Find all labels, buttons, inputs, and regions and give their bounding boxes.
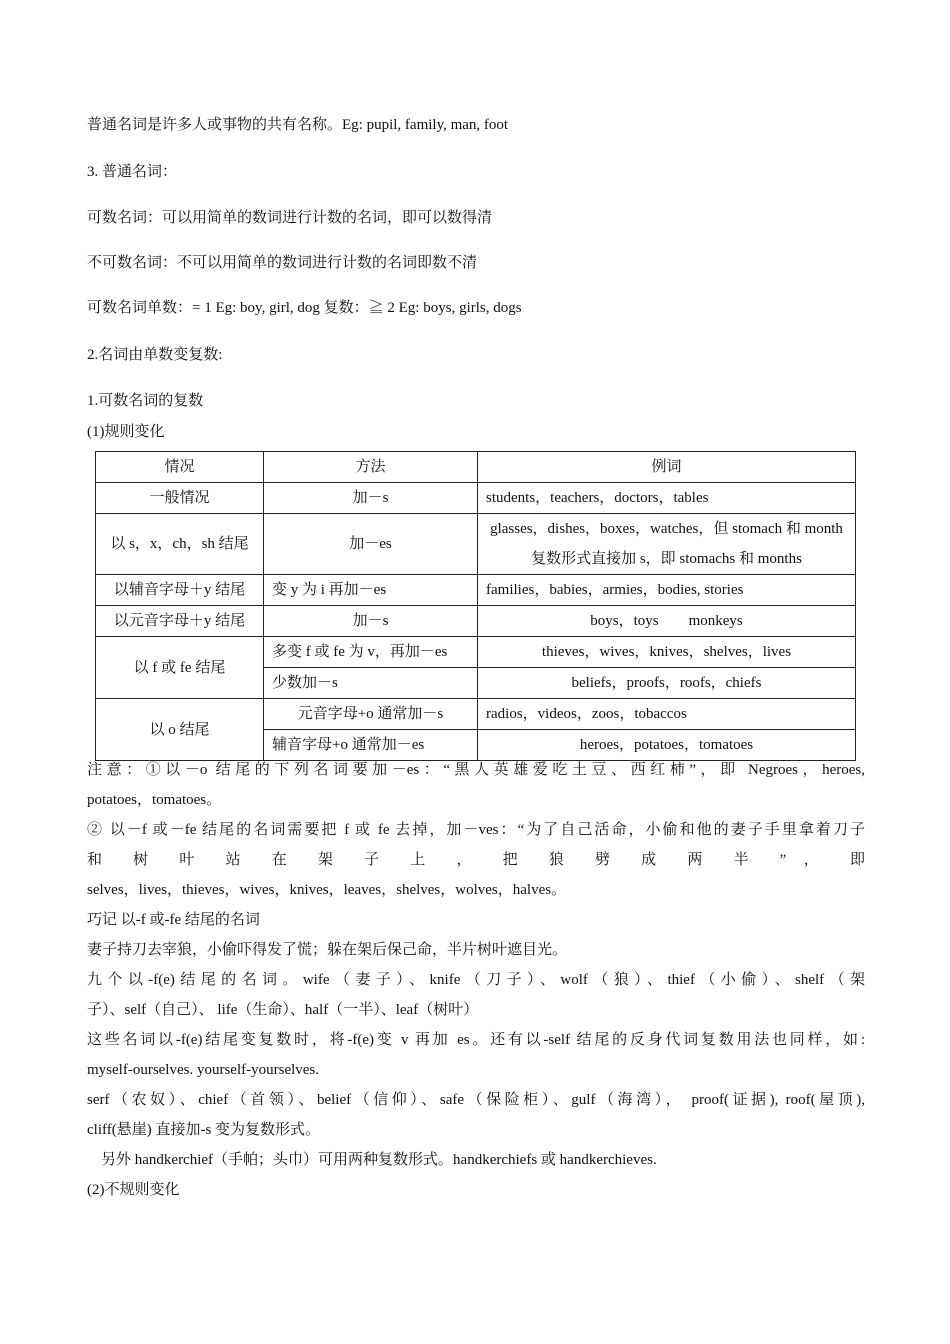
exceptions-line-b: cliff(悬崖) 直接加-s 变为复数形式。 — [87, 1122, 321, 1138]
heading-1: 1.可数名词的复数 — [87, 393, 204, 409]
note2-line-b: 和 树 叶 站 在 架 子 上 ， 把 狼 劈 成 两 半 ” ， 即 — [87, 852, 865, 868]
row-example: boys，toys monkeys — [478, 606, 856, 637]
countable-definition: 可数名词：可以用简单的数词进行计数的名词，即可以数得清 — [87, 210, 493, 226]
row-method: 元音字母+o 通常加－s — [264, 699, 478, 730]
note2-line-c: selves，lives，thieves，wives，knives，leaves，shelves，wolves，halves。 — [87, 882, 567, 898]
row-case: 以元音字母＋y 结尾 — [96, 606, 264, 637]
plural-rules-table — [95, 451, 856, 761]
row-example: thieves，wives，knives，shelves，lives — [478, 637, 856, 668]
row-example: radios，videos，zoos，tobaccos — [478, 699, 856, 730]
exceptions-line-a: serf（农奴）、chief（首领）、belief（信仰）、safe（保险柜）、gulf（海湾）， proof(证据), roof(屋顶), — [87, 1092, 865, 1108]
row-example: beliefs，proofs，roofs，chiefs — [478, 668, 856, 699]
table-row — [96, 575, 856, 606]
table-row — [96, 606, 856, 637]
heading-2: 2.名词由单数变复数: — [87, 347, 223, 363]
row-method: 加－s — [264, 483, 478, 514]
row-case: 一般情况 — [96, 483, 264, 514]
mnemonic-verse: 妻子持刀去宰狼，小偷吓得发了慌；躲在架后保己命，半片树叶遮目光。 — [87, 942, 568, 958]
row-example: students，teachers，doctors，tables — [478, 483, 856, 514]
row-case: 以 f 或 fe 结尾 — [96, 637, 264, 699]
row-method: 多变 f 或 fe 为 v，再加－es — [264, 637, 478, 668]
table-row — [96, 483, 856, 514]
row-method: 加－s — [264, 606, 478, 637]
heading-3: 3. 普通名词： — [87, 164, 178, 180]
mnemonic-title: 巧记 以-f 或-fe 结尾的名词 — [87, 912, 260, 928]
irregular-heading: (2)不规则变化 — [87, 1182, 180, 1198]
row-method: 加－es — [264, 514, 478, 575]
row-method: 少数加－s — [264, 668, 478, 699]
row-example: glasses，dishes，boxes，watches，但 stomach 和 month 复数形式直接加 s，即 stomachs 和 months — [478, 514, 856, 575]
row-method: 变 y 为 i 再加－es — [264, 575, 478, 606]
regular-heading: (1)规则变化 — [87, 424, 165, 440]
nine-nouns-line-b: 子）、self（自己）、 life（生命）、half（一半）、leaf（树叶） — [87, 1002, 479, 1018]
row-case: 以辅音字母＋y 结尾 — [96, 575, 264, 606]
header-method: 方法 — [264, 452, 478, 483]
row-example: heroes，potatoes，tomatoes — [478, 730, 856, 761]
header-example: 例词 — [478, 452, 856, 483]
row-case: 以 o 结尾 — [96, 699, 264, 761]
table-row — [96, 699, 856, 730]
rule-line-a: 这些名词以-f(e)结尾变复数时，将-f(e)变 v 再加 es。还有以-self 结尾的反身代词复数用法也同样，如: — [87, 1032, 865, 1048]
handkerchief-line: 另外 handkerchief（手帕；头巾）可用两种复数形式。handkerchiefs 或 handkerchieves. — [101, 1152, 657, 1168]
row-case: 以 s，x，ch，sh 结尾 — [96, 514, 264, 575]
definition-line: 普通名词是许多人或事物的共有名称。Eg: pupil, family, man, foot — [87, 117, 509, 133]
singular-plural-line: 可数名词单数：= 1 Eg: boy, girl, dog 复数：≧ 2 Eg: boys, girls, dogs — [87, 300, 522, 316]
header-case: 情况 — [96, 452, 264, 483]
table-row — [96, 637, 856, 668]
row-example: families，babies，armies，bodies, stories — [478, 575, 856, 606]
table-row — [96, 514, 856, 575]
nine-nouns-line-a: 九个以-f(e)结尾的名词。wife（妻子）、knife（刀子）、wolf（狼）、thief（小偷）、shelf（架 — [87, 972, 865, 988]
table-header-row — [96, 452, 856, 483]
note2-line-a: ② 以－f 或－fe 结尾的名词需要把 f 或 fe 去掉，加－ves：“为了自己活命，小偷和他的妻子手里拿着刀子 — [87, 822, 865, 838]
row-method: 辅音字母+o 通常加－es — [264, 730, 478, 761]
rule-line-b: myself-ourselves. yourself-yourselves. — [87, 1062, 320, 1078]
note1-line-b: potatoes，tomatoes。 — [87, 792, 222, 808]
uncountable-definition: 不可数名词：不可以用简单的数词进行计数的名词即数不清 — [87, 255, 478, 271]
note1-line-a: 注意：①以－o 结尾的下列名词要加－es：“黑人英雄爱吃土豆、西红柿”，即 Negroes，heroes, — [87, 762, 865, 778]
